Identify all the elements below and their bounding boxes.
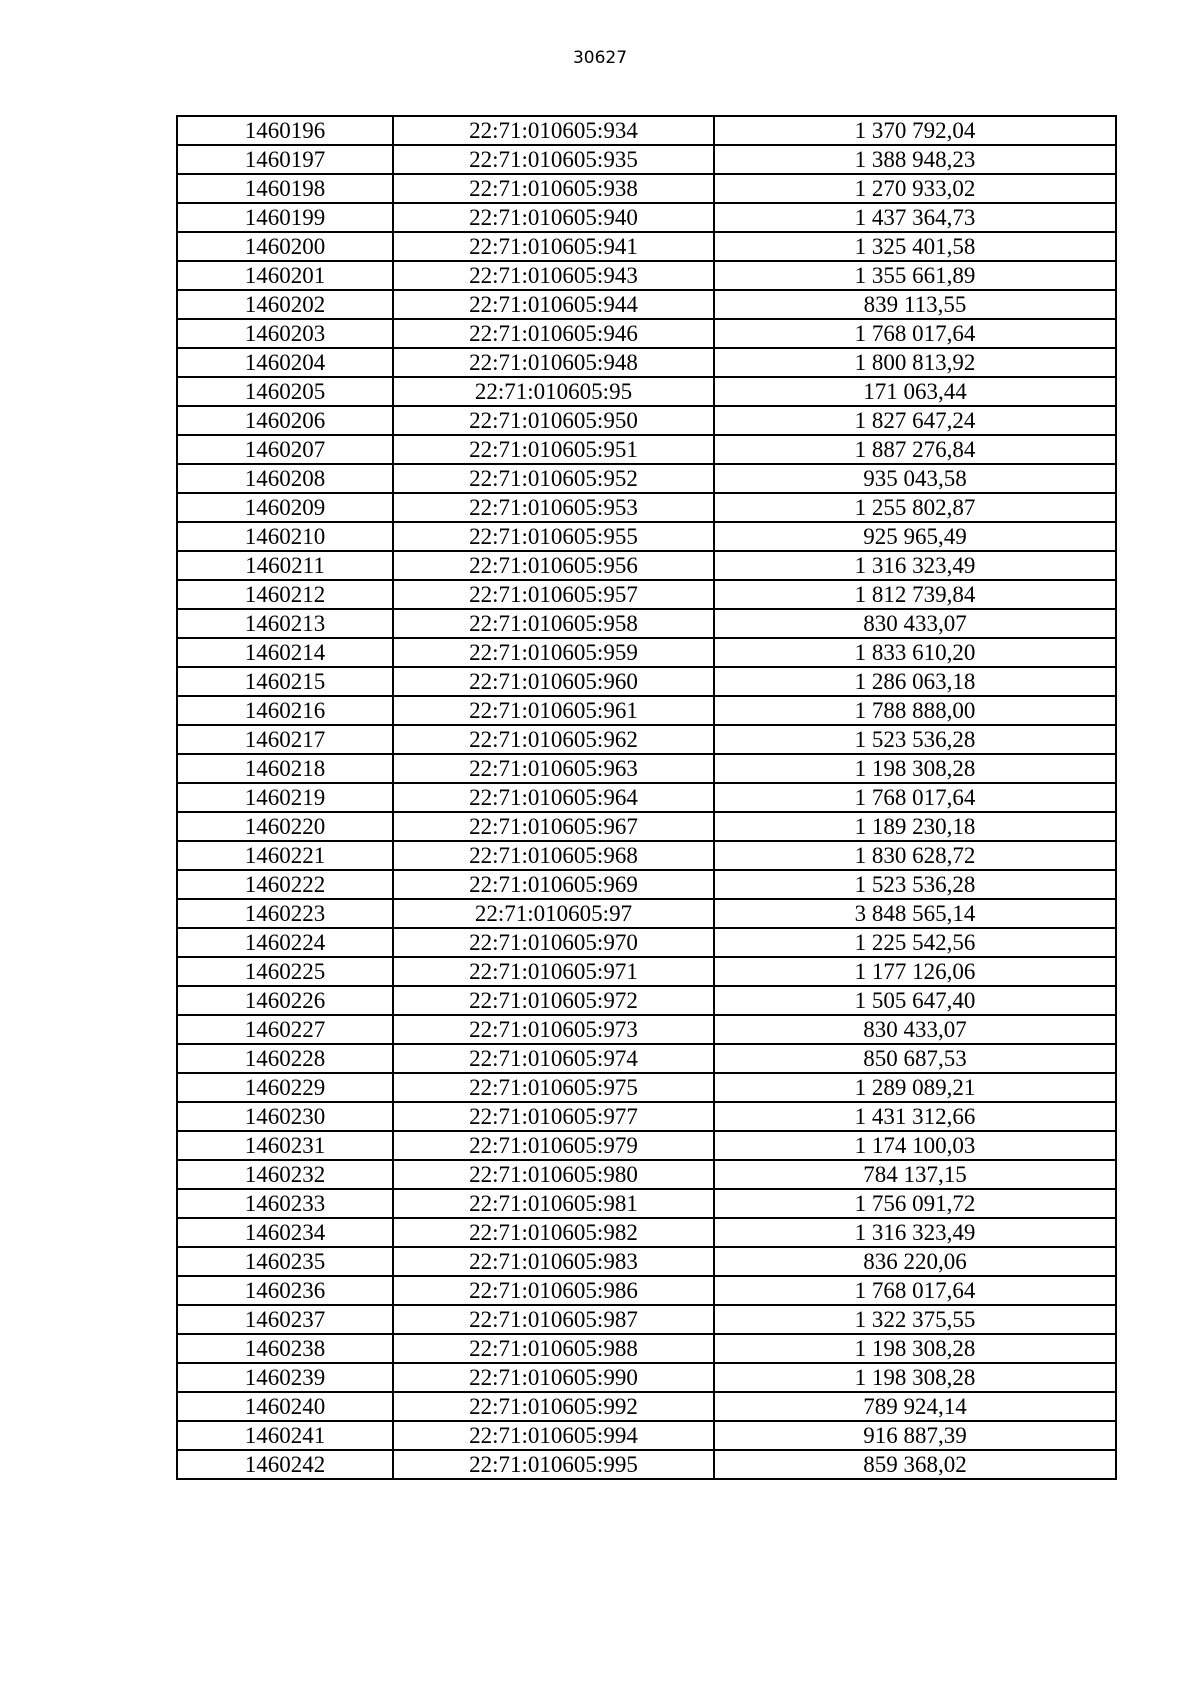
value-cell: 1 437 364,73 [714,203,1116,232]
cadastral-number-cell: 22:71:010605:977 [393,1102,714,1131]
table-row [177,1044,1116,1073]
row-number-cell: 1460202 [177,290,393,319]
table-row [177,1276,1116,1305]
cadastral-number-cell: 22:71:010605:983 [393,1247,714,1276]
cadastral-number-cell: 22:71:010605:969 [393,870,714,899]
value-cell: 784 137,15 [714,1160,1116,1189]
table-row [177,1334,1116,1363]
table-row [177,841,1116,870]
row-number-cell: 1460200 [177,232,393,261]
row-number-cell: 1460210 [177,522,393,551]
table-row [177,1160,1116,1189]
row-number-cell: 1460213 [177,609,393,638]
table-row [177,580,1116,609]
cadastral-number-cell: 22:71:010605:975 [393,1073,714,1102]
table-row [177,1305,1116,1334]
table-row [177,1218,1116,1247]
table-row [177,870,1116,899]
value-cell: 1 316 323,49 [714,551,1116,580]
value-cell: 789 924,14 [714,1392,1116,1421]
cadastral-number-cell: 22:71:010605:958 [393,609,714,638]
table-row [177,116,1116,145]
cadastral-number-cell: 22:71:010605:992 [393,1392,714,1421]
row-number-cell: 1460241 [177,1421,393,1450]
cadastral-number-cell: 22:71:010605:979 [393,1131,714,1160]
cadastral-number-cell: 22:71:010605:967 [393,812,714,841]
row-number-cell: 1460204 [177,348,393,377]
value-cell: 1 270 933,02 [714,174,1116,203]
cadastral-number-cell: 22:71:010605:987 [393,1305,714,1334]
cadastral-number-cell: 22:71:010605:988 [393,1334,714,1363]
cadastral-number-cell: 22:71:010605:964 [393,783,714,812]
cadastral-number-cell: 22:71:010605:946 [393,319,714,348]
table-row [177,1102,1116,1131]
cadastral-number-cell: 22:71:010605:973 [393,1015,714,1044]
cadastral-number-cell: 22:71:010605:962 [393,725,714,754]
row-number-cell: 1460233 [177,1189,393,1218]
cadastral-number-cell: 22:71:010605:941 [393,232,714,261]
value-cell: 1 177 126,06 [714,957,1116,986]
table-row [177,696,1116,725]
row-number-cell: 1460215 [177,667,393,696]
row-number-cell: 1460238 [177,1334,393,1363]
row-number-cell: 1460230 [177,1102,393,1131]
cadastral-number-cell: 22:71:010605:960 [393,667,714,696]
cadastral-number-cell: 22:71:010605:956 [393,551,714,580]
value-cell: 1 322 375,55 [714,1305,1116,1334]
value-cell: 1 370 792,04 [714,116,1116,145]
cadastral-number-cell: 22:71:010605:972 [393,986,714,1015]
row-number-cell: 1460218 [177,754,393,783]
row-number-cell: 1460209 [177,493,393,522]
value-cell: 171 063,44 [714,377,1116,406]
value-cell: 1 431 312,66 [714,1102,1116,1131]
value-cell: 859 368,02 [714,1450,1116,1479]
table-row [177,1073,1116,1102]
table-row [177,493,1116,522]
value-cell: 1 198 308,28 [714,754,1116,783]
table-row [177,203,1116,232]
row-number-cell: 1460231 [177,1131,393,1160]
row-number-cell: 1460206 [177,406,393,435]
cadastral-number-cell: 22:71:010605:955 [393,522,714,551]
value-cell: 1 198 308,28 [714,1363,1116,1392]
row-number-cell: 1460207 [177,435,393,464]
row-number-cell: 1460212 [177,580,393,609]
row-number-cell: 1460199 [177,203,393,232]
table-row [177,435,1116,464]
cadastral-number-cell: 22:71:010605:948 [393,348,714,377]
value-cell: 1 355 661,89 [714,261,1116,290]
table-row [177,754,1116,783]
cadastral-number-cell: 22:71:010605:970 [393,928,714,957]
row-number-cell: 1460227 [177,1015,393,1044]
table-row [177,232,1116,261]
cadastral-number-cell: 22:71:010605:97 [393,899,714,928]
row-number-cell: 1460232 [177,1160,393,1189]
cadastral-number-cell: 22:71:010605:961 [393,696,714,725]
table-row [177,406,1116,435]
value-cell: 1 768 017,64 [714,319,1116,348]
value-cell: 1 316 323,49 [714,1218,1116,1247]
value-cell: 1 523 536,28 [714,870,1116,899]
cadastral-number-cell: 22:71:010605:971 [393,957,714,986]
value-cell: 850 687,53 [714,1044,1116,1073]
row-number-cell: 1460220 [177,812,393,841]
cadastral-number-cell: 22:71:010605:959 [393,638,714,667]
value-cell: 1 225 542,56 [714,928,1116,957]
table-row [177,1421,1116,1450]
table-row [177,1189,1116,1218]
value-cell: 1 827 647,24 [714,406,1116,435]
value-cell: 1 523 536,28 [714,725,1116,754]
value-cell: 1 198 308,28 [714,1334,1116,1363]
value-cell: 925 965,49 [714,522,1116,551]
value-cell: 1 289 089,21 [714,1073,1116,1102]
cadastral-number-cell: 22:71:010605:934 [393,116,714,145]
value-cell: 1 286 063,18 [714,667,1116,696]
value-cell: 935 043,58 [714,464,1116,493]
table-row [177,1363,1116,1392]
cadastral-number-cell: 22:71:010605:943 [393,261,714,290]
value-cell: 1 788 888,00 [714,696,1116,725]
row-number-cell: 1460205 [177,377,393,406]
cadastral-number-cell: 22:71:010605:981 [393,1189,714,1218]
row-number-cell: 1460214 [177,638,393,667]
table-row [177,290,1116,319]
row-number-cell: 1460216 [177,696,393,725]
cadastral-number-cell: 22:71:010605:952 [393,464,714,493]
cadastral-number-cell: 22:71:010605:982 [393,1218,714,1247]
row-number-cell: 1460242 [177,1450,393,1479]
table-body [177,116,1116,1479]
value-cell: 916 887,39 [714,1421,1116,1450]
cadastral-number-cell: 22:71:010605:951 [393,435,714,464]
row-number-cell: 1460226 [177,986,393,1015]
cadastral-number-cell: 22:71:010605:950 [393,406,714,435]
table-row [177,319,1116,348]
cadastral-number-cell: 22:71:010605:957 [393,580,714,609]
value-cell: 1 255 802,87 [714,493,1116,522]
row-number-cell: 1460197 [177,145,393,174]
cadastral-number-cell: 22:71:010605:95 [393,377,714,406]
table-row [177,551,1116,580]
cadastral-number-cell: 22:71:010605:980 [393,1160,714,1189]
cadastral-number-cell: 22:71:010605:938 [393,174,714,203]
cadastral-number-cell: 22:71:010605:940 [393,203,714,232]
row-number-cell: 1460208 [177,464,393,493]
row-number-cell: 1460236 [177,1276,393,1305]
row-number-cell: 1460228 [177,1044,393,1073]
table-row [177,812,1116,841]
table-row [177,261,1116,290]
table-row [177,899,1116,928]
value-cell: 839 113,55 [714,290,1116,319]
data-table [176,115,1117,1480]
cadastral-number-cell: 22:71:010605:990 [393,1363,714,1392]
row-number-cell: 1460211 [177,551,393,580]
table-row [177,522,1116,551]
cadastral-number-cell: 22:71:010605:963 [393,754,714,783]
table-row [177,928,1116,957]
cadastral-number-cell: 22:71:010605:935 [393,145,714,174]
value-cell: 1 800 813,92 [714,348,1116,377]
table-row [177,667,1116,696]
table-row [177,1450,1116,1479]
value-cell: 1 833 610,20 [714,638,1116,667]
cadastral-number-cell: 22:71:010605:994 [393,1421,714,1450]
value-cell: 1 325 401,58 [714,232,1116,261]
table-row [177,348,1116,377]
value-cell: 1 887 276,84 [714,435,1116,464]
row-number-cell: 1460240 [177,1392,393,1421]
table-row [177,957,1116,986]
table-row [177,174,1116,203]
value-cell: 836 220,06 [714,1247,1116,1276]
value-cell: 830 433,07 [714,609,1116,638]
value-cell: 1 174 100,03 [714,1131,1116,1160]
value-cell: 1 830 628,72 [714,841,1116,870]
table-row [177,1131,1116,1160]
table-row [177,725,1116,754]
table-row [177,377,1116,406]
cadastral-number-cell: 22:71:010605:944 [393,290,714,319]
cadastral-number-cell: 22:71:010605:986 [393,1276,714,1305]
row-number-cell: 1460222 [177,870,393,899]
table-row [177,986,1116,1015]
row-number-cell: 1460201 [177,261,393,290]
row-number-cell: 1460235 [177,1247,393,1276]
row-number-cell: 1460239 [177,1363,393,1392]
value-cell: 1 388 948,23 [714,145,1116,174]
row-number-cell: 1460224 [177,928,393,957]
row-number-cell: 1460219 [177,783,393,812]
cadastral-number-cell: 22:71:010605:968 [393,841,714,870]
row-number-cell: 1460229 [177,1073,393,1102]
table-row [177,783,1116,812]
row-number-cell: 1460221 [177,841,393,870]
value-cell: 3 848 565,14 [714,899,1116,928]
cadastral-number-cell: 22:71:010605:974 [393,1044,714,1073]
table-row [177,145,1116,174]
value-cell: 1 756 091,72 [714,1189,1116,1218]
row-number-cell: 1460198 [177,174,393,203]
row-number-cell: 1460223 [177,899,393,928]
row-number-cell: 1460225 [177,957,393,986]
row-number-cell: 1460217 [177,725,393,754]
value-cell: 1 768 017,64 [714,783,1116,812]
table-row [177,1392,1116,1421]
row-number-cell: 1460203 [177,319,393,348]
table-row [177,1247,1116,1276]
value-cell: 1 768 017,64 [714,1276,1116,1305]
page-number: 30627 [572,48,628,68]
value-cell: 1 189 230,18 [714,812,1116,841]
table-row [177,609,1116,638]
table-row [177,464,1116,493]
table-row [177,1015,1116,1044]
value-cell: 1 505 647,40 [714,986,1116,1015]
row-number-cell: 1460196 [177,116,393,145]
value-cell: 1 812 739,84 [714,580,1116,609]
value-cell: 830 433,07 [714,1015,1116,1044]
table-row [177,638,1116,667]
row-number-cell: 1460237 [177,1305,393,1334]
cadastral-number-cell: 22:71:010605:953 [393,493,714,522]
row-number-cell: 1460234 [177,1218,393,1247]
cadastral-number-cell: 22:71:010605:995 [393,1450,714,1479]
